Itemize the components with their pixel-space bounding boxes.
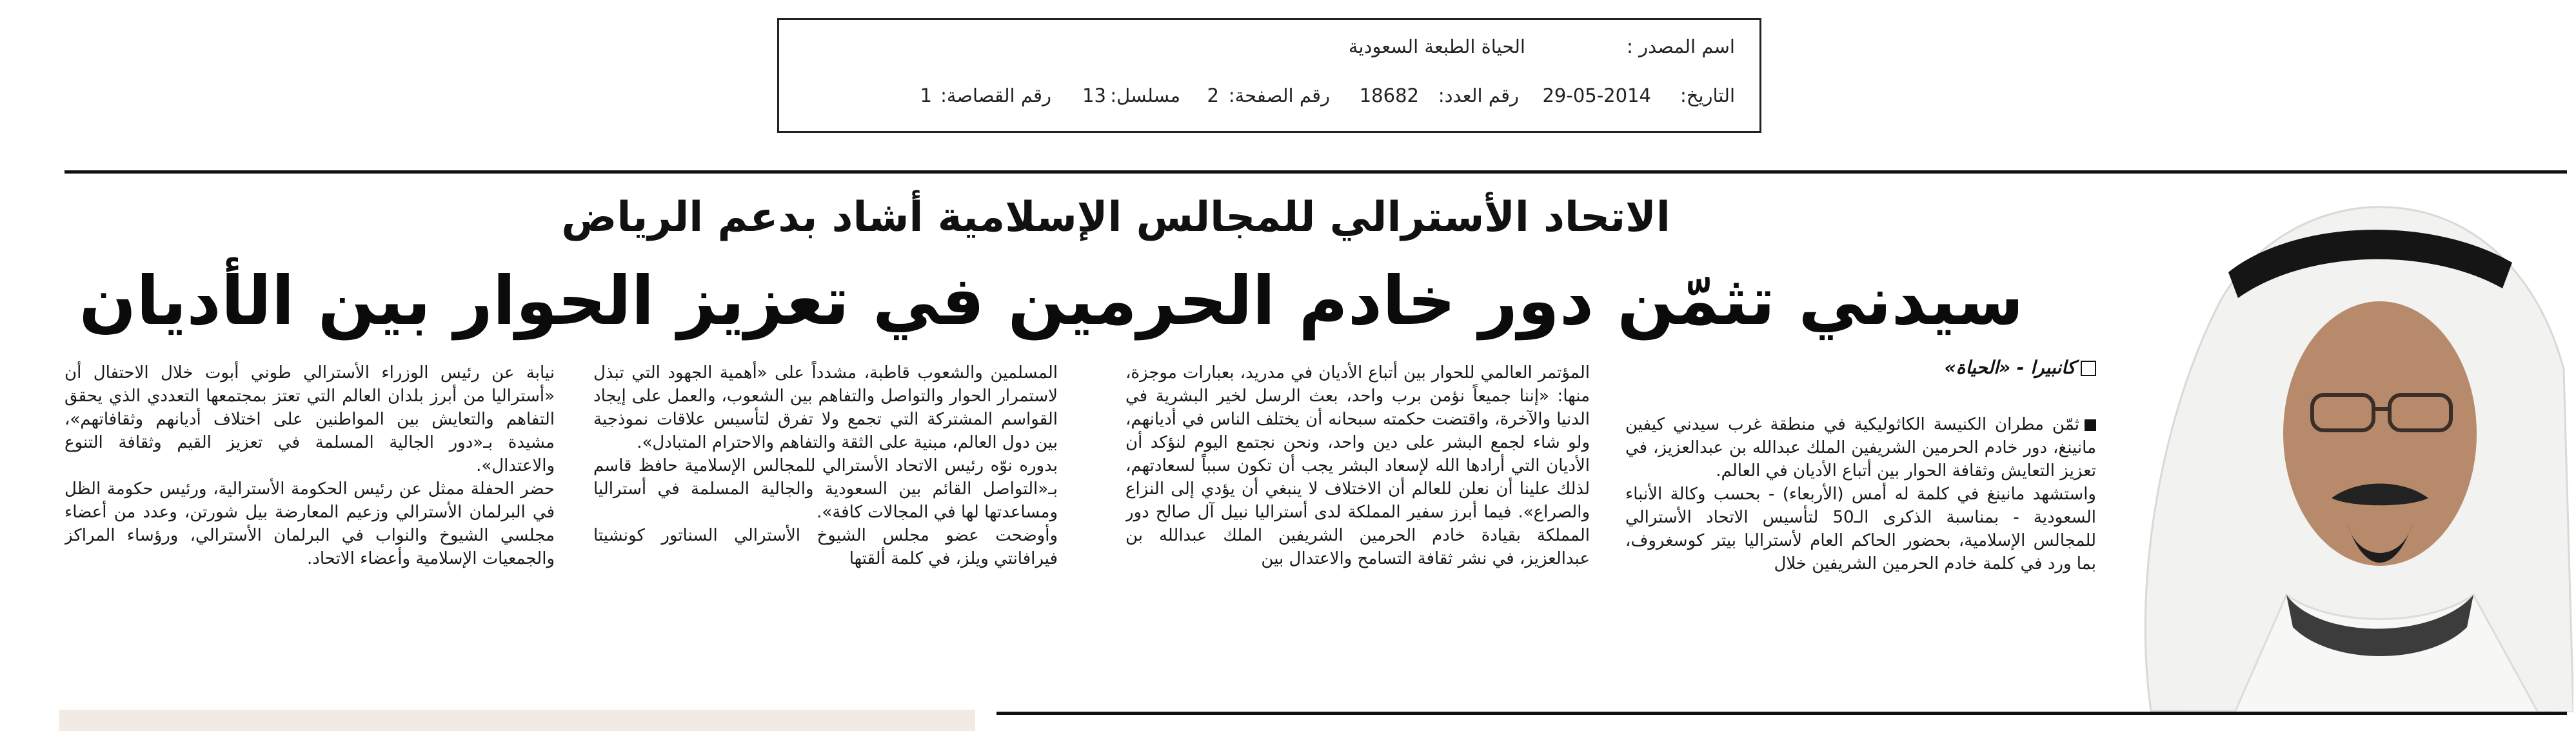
paragraph: المؤتمر العالمي للحوار بين أتباع الأديان في مدريد، بعبارات موجزة، منها: «إننا جميعاً نؤمن برب واحد، بعث الرسل لخير البشرية في الدنيا والآخرة، واقتضت حكمته سبحانه أن يختلف الناس في أديانهم، ولو شاء لجمع البشر على دين واحد، ونحن نجتمع اليوم لنؤكد أن الأديان التي أرادها الله لإسعاد البشر يجب أن تكون سبباً لسعادتهم، لذلك علينا أن نعلن للعالم أن الاختلاف لا ينبغي أن يؤدي إلى النزاع والصراع». فيما أبرز سفير المملكة لدى أستراليا نبيل آل صالح دور المملكة بقيادة خادم الحرمين الشريفين الملك عبدالله بن عبدالعزيز، في نشر ثقافة التسامح والاعتدال بين bbox=[1125, 363, 1590, 568]
byline-text: كانبيرا - «الحياة» bbox=[1944, 357, 2076, 378]
source-row bbox=[804, 35, 1735, 61]
portrait-photo bbox=[2125, 175, 2573, 712]
source-label: اسم المصدر : bbox=[1627, 35, 1735, 57]
box-marker-icon bbox=[2081, 361, 2096, 376]
article-column-2 bbox=[1125, 361, 1590, 697]
source-info-box bbox=[777, 18, 1761, 133]
paragraph: واستشهد مانينغ في كلمة له أمس (الأربعاء) - بحسب وكالة الأنباء السعودية - بمناسبة الذكرى الـ50 لتأسيس الاتحاد الأسترالي للمجالس الإسلامية، بحضور الحاكم العام لأستراليا بيتر كوسغروف، بما ورد في كلمة خادم الحرمين الشريفين خلال bbox=[1625, 485, 2096, 574]
page-edge-shadow bbox=[59, 710, 975, 731]
issue-details-row bbox=[804, 85, 1735, 110]
top-rule bbox=[64, 170, 2567, 174]
serial-value: 13 bbox=[1082, 85, 1106, 106]
article-column-3 bbox=[593, 361, 1058, 697]
square-bullet-icon bbox=[2085, 419, 2096, 431]
paragraph: حضر الحفلة ممثل عن رئيس الحكومة الأسترالية، ورئيس حكومة الظل في البرلمان الأسترالي وزعيم المعارضة بيل شورتن، وعدد من أعضاء مجلسي الشيوخ والنواب في البرلمان الأسترالي، ورؤساء المراكز والجمعيات الإسلامية وأعضاء الاتحاد. bbox=[64, 479, 555, 568]
paragraph: وأوضحت عضو مجلس الشيوخ الأسترالي السناتور كونشيتا فيرافانتي ويلز، في كلمة ألقتها bbox=[593, 526, 1058, 568]
paragraph: بدوره نوّه رئيس الاتحاد الأسترالي للمجالس الإسلامية حافظ قاسم بـ«التواصل القائم بين السعودية والجالية المسلمة في أستراليا ومساعدتها لها في المجالات كافة». bbox=[593, 456, 1058, 522]
article-column-1 bbox=[1625, 413, 2096, 697]
date-value: 29-05-2014 bbox=[1542, 85, 1651, 106]
bottom-rule bbox=[996, 712, 2567, 715]
page-label: رقم الصفحة: bbox=[1228, 85, 1330, 106]
article-headline: سيدني تثمّن دور خادم الحرمين في تعزيز الحوار بين الأديان bbox=[79, 261, 2024, 340]
paragraph: المسلمين والشعوب قاطبة، مشدداً على «أهمية الجهود التي تبذل لاستمرار الحوار والتواصل والتفاهم بين الشعوب، والعمل على إيجاد القواسم المشتركة التي تجمع ولا تفرق لتأسيس علاقات نموذجية بين دول العالم، مبنية على الثقة والتفاهم والاحترام المتبادل». bbox=[593, 363, 1058, 452]
issue-value: 18682 bbox=[1359, 85, 1419, 106]
article-byline bbox=[1858, 357, 2096, 378]
article-column-4 bbox=[64, 361, 555, 697]
paragraph-text: ثمّن مطران الكنيسة الكاثوليكية في منطقة غرب سيدني كيفين مانينغ، دور خادم الحرمين الشريفين الملك عبدالله بن عبدالعزيز، في تعزيز التعايش وثقافة الحوار بين أتباع الأديان في العالم. bbox=[1625, 415, 2096, 481]
clip-label: رقم القصاصة: bbox=[940, 85, 1051, 106]
source-value: الحياة الطبعة السعودية bbox=[1348, 35, 1525, 57]
issue-label: رقم العدد: bbox=[1438, 85, 1519, 106]
date-label: التاريخ: bbox=[1679, 85, 1735, 106]
clip-value: 1 bbox=[920, 85, 932, 106]
page-value: 2 bbox=[1207, 85, 1219, 106]
serial-label: مسلسل: bbox=[1110, 85, 1180, 106]
paragraph: نيابة عن رئيس الوزراء الأسترالي طوني أبوت خلال الاحتفال أن «أستراليا من أبرز بلدان العالم التي تعتز بمجتمعها التعددي الذي يحقق التفاهم والتعايش بين المواطنين على اختلاف أديانهم وثقافاتهم»، مشيدة بـ«دور الجالية المسلمة في تعزيز القيم وثقافة التنوع والاعتدال». bbox=[64, 363, 555, 476]
paragraph bbox=[1625, 413, 2096, 483]
article-subheadline: الاتحاد الأسترالي للمجالس الإسلامية أشاد بدعم الرياض bbox=[561, 194, 1670, 241]
